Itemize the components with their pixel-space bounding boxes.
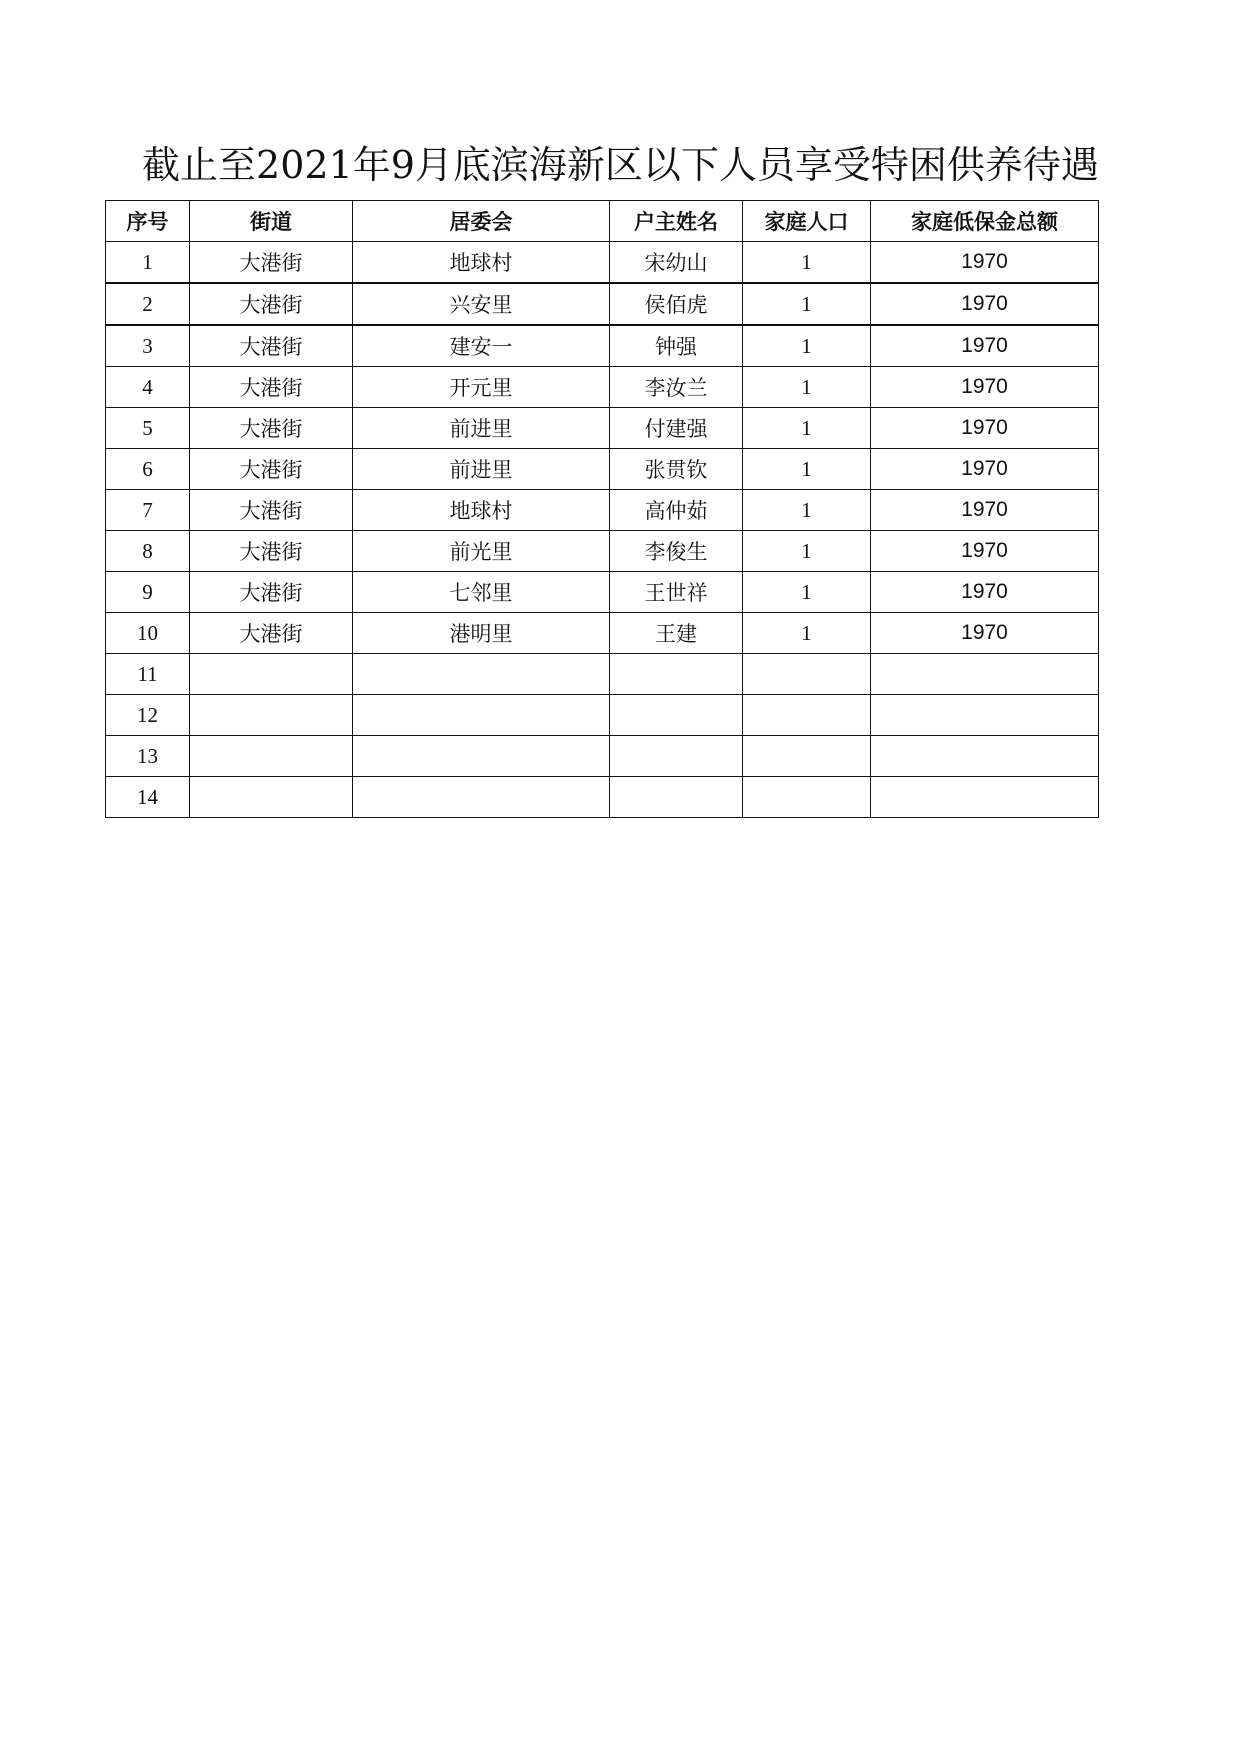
cell-seq: 12: [106, 695, 190, 736]
cell-committee: [353, 695, 610, 736]
cell-householder: 王建: [610, 613, 743, 654]
header-committee: 居委会: [353, 201, 610, 242]
relief-recipients-table: [105, 200, 1099, 818]
cell-committee: 前进里: [353, 408, 610, 449]
cell-seq: 10: [106, 613, 190, 654]
cell-seq: 7: [106, 490, 190, 531]
cell-household-size: 1: [743, 531, 871, 572]
cell-householder: 侯佰虎: [610, 283, 743, 325]
cell-seq: 13: [106, 736, 190, 777]
table-row: [106, 572, 1099, 613]
table-row: [106, 490, 1099, 531]
cell-street: [190, 654, 353, 695]
cell-seq: 9: [106, 572, 190, 613]
cell-householder: 高仲茹: [610, 490, 743, 531]
cell-allowance-total: 1970: [871, 613, 1099, 654]
cell-committee: 地球村: [353, 490, 610, 531]
table-row: [106, 531, 1099, 572]
cell-street: 大港街: [190, 242, 353, 284]
table-row: [106, 613, 1099, 654]
cell-householder: 李俊生: [610, 531, 743, 572]
cell-household-size: 1: [743, 325, 871, 367]
cell-household-size: 1: [743, 408, 871, 449]
cell-committee: [353, 654, 610, 695]
cell-allowance-total: 1970: [871, 283, 1099, 325]
cell-household-size: 1: [743, 367, 871, 408]
cell-street: 大港街: [190, 490, 353, 531]
table-row: [106, 449, 1099, 490]
cell-committee: 七邻里: [353, 572, 610, 613]
cell-householder: 付建强: [610, 408, 743, 449]
cell-committee: [353, 736, 610, 777]
cell-street: 大港街: [190, 367, 353, 408]
table-row: [106, 408, 1099, 449]
table-row: [106, 777, 1099, 818]
cell-allowance-total: 1970: [871, 490, 1099, 531]
cell-seq: 2: [106, 283, 190, 325]
cell-household-size: 1: [743, 572, 871, 613]
cell-seq: 6: [106, 449, 190, 490]
cell-committee: 兴安里: [353, 283, 610, 325]
cell-street: 大港街: [190, 572, 353, 613]
document-title: 截止至2021年9月底滨海新区以下人员享受特困供养待遇: [142, 143, 1099, 187]
cell-allowance-total: 1970: [871, 449, 1099, 490]
cell-street: 大港街: [190, 408, 353, 449]
cell-seq: 14: [106, 777, 190, 818]
cell-street: 大港街: [190, 449, 353, 490]
header-household-size: 家庭人口: [743, 201, 871, 242]
cell-street: 大港街: [190, 283, 353, 325]
cell-householder: 宋幼山: [610, 242, 743, 284]
cell-seq: 11: [106, 654, 190, 695]
cell-committee: 地球村: [353, 242, 610, 284]
cell-householder: 李汝兰: [610, 367, 743, 408]
table-row: [106, 242, 1099, 284]
table-row: [106, 654, 1099, 695]
cell-committee: [353, 777, 610, 818]
cell-street: [190, 736, 353, 777]
cell-committee: 前光里: [353, 531, 610, 572]
header-householder: 户主姓名: [610, 201, 743, 242]
cell-household-size: [743, 654, 871, 695]
cell-street: 大港街: [190, 325, 353, 367]
cell-committee: 建安一: [353, 325, 610, 367]
cell-seq: 1: [106, 242, 190, 284]
cell-household-size: [743, 695, 871, 736]
cell-seq: 3: [106, 325, 190, 367]
cell-allowance-total: [871, 695, 1099, 736]
cell-street: 大港街: [190, 531, 353, 572]
table-row: [106, 325, 1099, 367]
header-allowance-total: 家庭低保金总额: [871, 201, 1099, 242]
cell-householder: [610, 777, 743, 818]
cell-household-size: 1: [743, 242, 871, 284]
cell-household-size: 1: [743, 449, 871, 490]
cell-householder: [610, 654, 743, 695]
table-row: [106, 367, 1099, 408]
cell-household-size: 1: [743, 490, 871, 531]
table-row: [106, 736, 1099, 777]
cell-seq: 4: [106, 367, 190, 408]
cell-householder: [610, 695, 743, 736]
table-row: [106, 695, 1099, 736]
cell-householder: 王世祥: [610, 572, 743, 613]
cell-allowance-total: 1970: [871, 367, 1099, 408]
cell-allowance-total: 1970: [871, 572, 1099, 613]
cell-seq: 5: [106, 408, 190, 449]
cell-allowance-total: [871, 654, 1099, 695]
cell-allowance-total: [871, 736, 1099, 777]
header-seq: 序号: [106, 201, 190, 242]
cell-street: [190, 777, 353, 818]
cell-allowance-total: [871, 777, 1099, 818]
cell-allowance-total: 1970: [871, 325, 1099, 367]
cell-allowance-total: 1970: [871, 242, 1099, 284]
cell-household-size: 1: [743, 613, 871, 654]
cell-householder: [610, 736, 743, 777]
table-header-row: [106, 201, 1099, 242]
table-row: [106, 283, 1099, 325]
cell-street: [190, 695, 353, 736]
cell-householder: 钟强: [610, 325, 743, 367]
cell-street: 大港街: [190, 613, 353, 654]
cell-seq: 8: [106, 531, 190, 572]
cell-householder: 张贯钦: [610, 449, 743, 490]
cell-allowance-total: 1970: [871, 531, 1099, 572]
header-street: 街道: [190, 201, 353, 242]
cell-allowance-total: 1970: [871, 408, 1099, 449]
cell-household-size: [743, 736, 871, 777]
cell-committee: 前进里: [353, 449, 610, 490]
cell-household-size: [743, 777, 871, 818]
cell-committee: 港明里: [353, 613, 610, 654]
cell-committee: 开元里: [353, 367, 610, 408]
cell-household-size: 1: [743, 283, 871, 325]
